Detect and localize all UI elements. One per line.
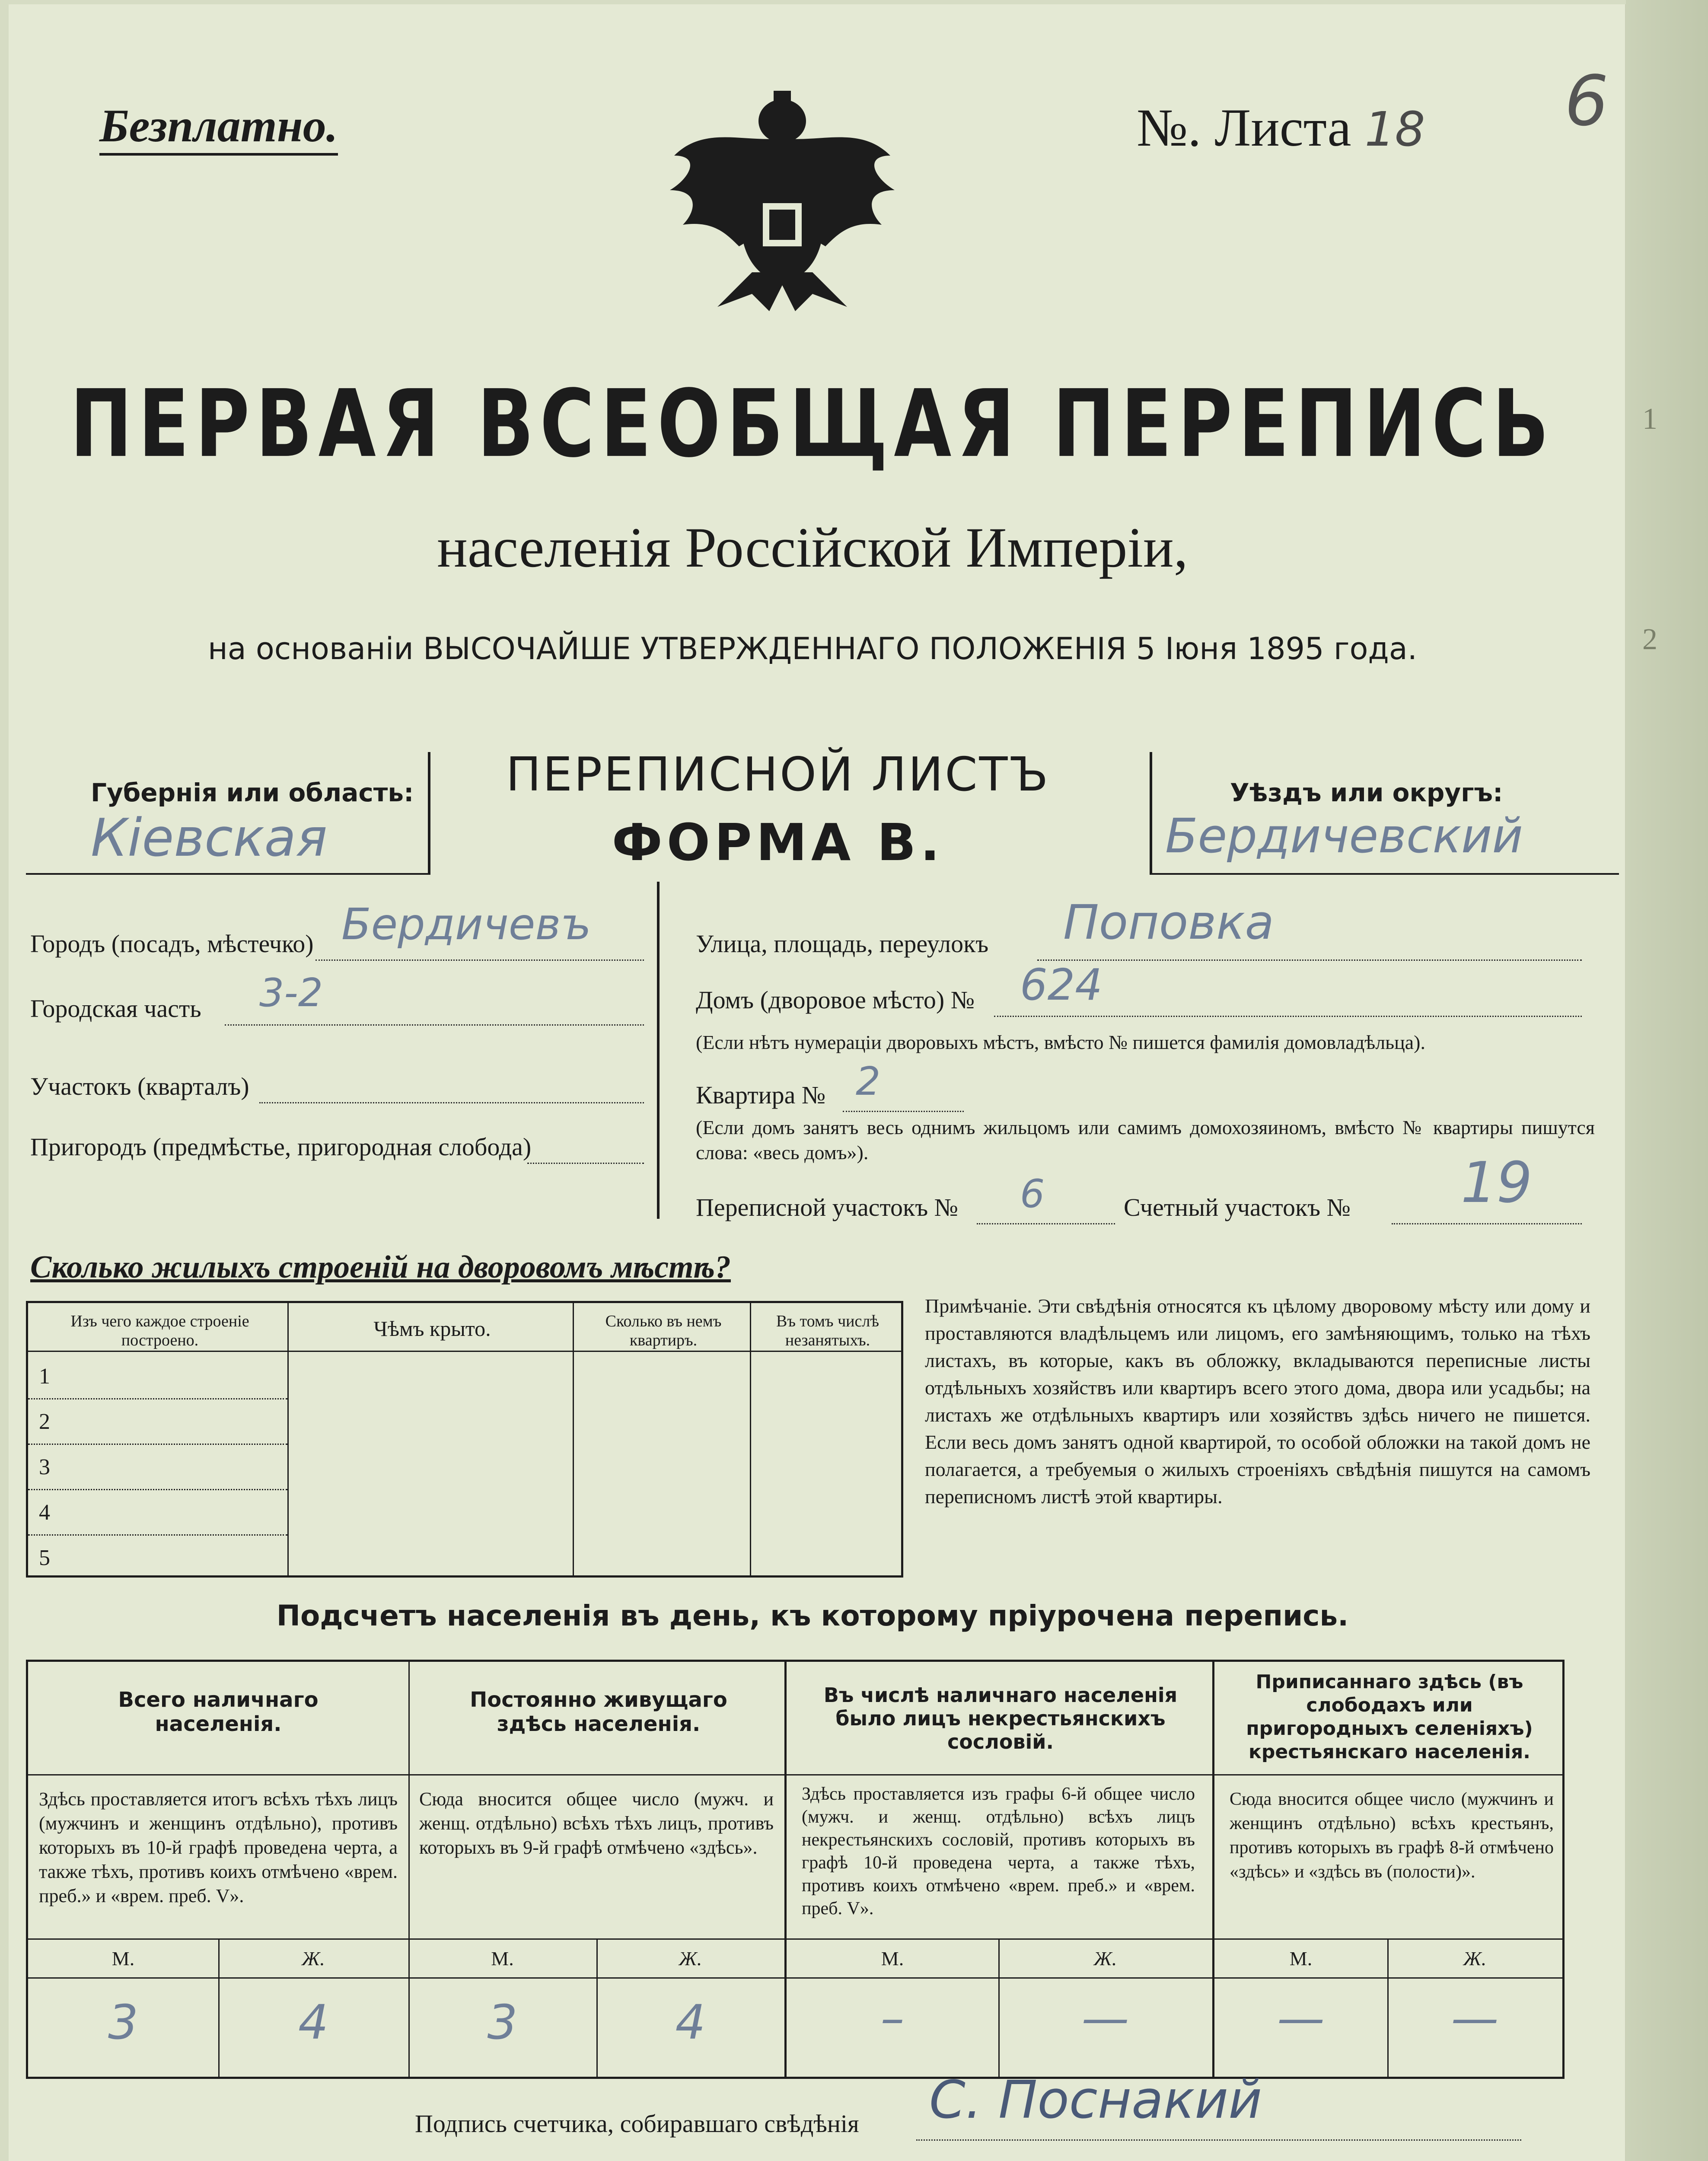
flat-note: (Если домъ занятъ весь однимъ жильцомъ или самимъ домохозяиномъ, вмѣсто № квартиры пишутся слова: «весь домъ»). xyxy=(696,1116,1595,1163)
flat-label: Квартира № xyxy=(696,1081,826,1109)
guberniya-box xyxy=(26,752,430,875)
street-label: Улица, площадь, переулокъ xyxy=(696,930,989,958)
population-col4-f-value: — xyxy=(1451,1990,1499,2046)
signature-value: С. Поснакий xyxy=(929,2070,1262,2130)
flat-value: 2 xyxy=(856,1059,881,1104)
buildings-col-vacant: Въ томъ числѣ незанятыхъ. xyxy=(776,1312,879,1349)
street-value: Поповка xyxy=(1063,895,1274,950)
population-col2-f-value: 4 xyxy=(675,1995,706,2050)
street-field xyxy=(1037,895,1582,961)
flat-field xyxy=(843,1059,964,1112)
uezd-label: Уѣздъ или округъ: xyxy=(1230,778,1503,807)
adjacent-page-edge xyxy=(1626,0,1708,2161)
census-main-title: ПЕРВАЯ ВСЕОБЩАЯ ПЕРЕПИСЬ xyxy=(70,369,1555,478)
suburb-field xyxy=(527,1132,644,1164)
population-col2-m-label: М. xyxy=(491,1947,514,1970)
house-label: Домъ (дворовое мѣсто) № xyxy=(696,986,975,1014)
city-part-field xyxy=(225,970,644,1026)
buildings-table xyxy=(26,1301,903,1578)
population-col1-desc: Здѣсь проставляется итогъ всѣхъ тѣхъ лицъ (мужчинъ и женщинъ отдѣльно), противъ которыхъ въ 10-й графѣ проведена черта, а также тѣхъ, противъ коихъ отмѣчено «врем. преб.» и «врем. преб. V». xyxy=(39,1788,398,1906)
population-col1-f-value: 4 xyxy=(298,1995,328,2050)
buildings-row-1: 1 xyxy=(39,1364,50,1389)
population-col3-f-value: — xyxy=(1081,1990,1129,2046)
population-col2-m-value: 3 xyxy=(487,1995,518,2050)
free-label: Безплатно. xyxy=(99,99,338,156)
legal-basis-line: на основаніи ВЫСОЧАЙШЕ УТВЕРЖДЕННАГО ПОЛОЖЕНІЯ 5 Іюня 1895 года. xyxy=(208,631,1417,666)
margin-mark: 2 xyxy=(1642,623,1657,656)
population-col3-m-value: – xyxy=(880,1990,905,2046)
count-area-label: Счетный участокъ № xyxy=(1124,1193,1351,1221)
population-table xyxy=(26,1660,1565,2079)
population-col4-m-value: — xyxy=(1277,1990,1325,2046)
buildings-row-5: 5 xyxy=(39,1546,50,1570)
buildings-col-flats: Сколько въ немъ квартиръ. xyxy=(605,1312,722,1349)
population-col1-f-label: Ж. xyxy=(302,1947,325,1970)
city-part-label: Городская часть xyxy=(30,994,201,1023)
form-title: ПЕРЕПИСНОЙ ЛИСТЪ xyxy=(506,748,1050,802)
population-col1-m-label: М. xyxy=(112,1947,135,1970)
buildings-note: Примѣчаніе. Эти свѣдѣнія относятся къ цѣлому дворовому мѣсту или дому и проставляются владѣльцемъ или лицомъ, его замѣняющимъ, только на тѣхъ листахъ, въ которые, какъ въ обложку, вкладываются переписные листы отдѣльныхъ хозяйствъ или квартиръ всего этого дома, двора или усадьбы; на листахъ же отдѣльныхъ квартиръ или хозяйствъ здѣсь ничего не пишется. Если весь домъ занятъ одной квартирой, то особой обложки на такой домъ не полагается, а требуемыя о жилыхъ строеніяхъ свѣдѣнія пишутся на самомъ переписномъ листѣ этой квартиры. xyxy=(925,1295,1590,1508)
population-col1-m-value: 3 xyxy=(108,1995,138,2050)
census-area-label: Переписной участокъ № xyxy=(696,1193,959,1221)
population-col1-head: Всего наличнаго населенія. xyxy=(118,1688,319,1736)
population-col3-m-label: М. xyxy=(881,1947,904,1970)
population-col2-f-label: Ж. xyxy=(679,1947,702,1970)
city-part-value: 3-2 xyxy=(259,970,323,1016)
buildings-row-2: 2 xyxy=(39,1409,50,1434)
sheet-number-value: 18 xyxy=(1364,102,1425,157)
uezd-value: Бердичевский xyxy=(1165,808,1523,864)
population-col4-head: Приписаннаго здѣсь (въ слободахъ или пригородныхъ селеніяхъ) крестьянскаго населенія. xyxy=(1246,1671,1533,1763)
population-col4-m-label: М. xyxy=(1289,1947,1313,1970)
census-area-field xyxy=(977,1171,1115,1224)
signature-label: Подпись счетчика, собиравшаго свѣдѣнія xyxy=(415,2110,859,2138)
count-area-value: 19 xyxy=(1461,1150,1533,1215)
house-value: 624 xyxy=(1020,959,1103,1010)
census-area-value: 6 xyxy=(1020,1171,1045,1217)
population-col4-desc: Сюда вносится общее число (мужчинъ и женщинъ отдѣльно) всѣхъ крестьянъ, противъ которыхъ въ графѣ 8-й отмѣчено «здѣсь» и «здѣсь въ (полости)». xyxy=(1230,1789,1554,1882)
buildings-row-4: 4 xyxy=(39,1500,50,1525)
house-note: (Если нѣтъ нумераціи дворовыхъ мѣстъ, вмѣсто № пишется фамилія домовладѣльца). xyxy=(696,1031,1425,1053)
population-col4-f-label: Ж. xyxy=(1463,1947,1487,1970)
double-headed-eagle-emblem xyxy=(666,91,899,316)
sheet-number-label: №. Листа xyxy=(1137,98,1351,157)
city-field xyxy=(315,899,644,961)
district-label: Участокъ (кварталъ) xyxy=(30,1072,249,1100)
city-value: Бердичевъ xyxy=(341,899,591,950)
count-area-field xyxy=(1392,1150,1582,1224)
population-col3-head: Въ числѣ наличнаго населенія было лицъ некрестьянскихъ сословій. xyxy=(823,1683,1178,1753)
form-subtitle: ФОРМА В. xyxy=(612,813,944,872)
signature-field xyxy=(916,2070,1521,2141)
margin-mark: 1 xyxy=(1642,402,1657,436)
house-field xyxy=(994,959,1582,1017)
buildings-col-roof: Чѣмъ крыто. xyxy=(373,1316,491,1341)
buildings-row-3: 3 xyxy=(39,1455,50,1479)
population-col2-desc: Сюда вносится общее число (мужч. и женщ. отдѣльно) всѣхъ тѣхъ лицъ, противъ которыхъ въ 9-й графѣ отмѣчено «здѣсь». xyxy=(419,1788,774,1858)
census-subtitle: населенія Россійской Имперіи, xyxy=(437,516,1188,579)
corner-page-number: 6 xyxy=(1565,61,1609,141)
sheet-number xyxy=(1137,97,1425,159)
district-field xyxy=(259,1072,644,1103)
guberniya-label: Губернія или область: xyxy=(91,778,414,807)
guberniya-value: Кіевская xyxy=(91,808,328,868)
population-col3-desc: Здѣсь проставляется изъ графы 6-й общее число (мужч. и женщ. отдѣльно) всѣхъ лицъ некрестьянскихъ сословій, противъ которыхъ въ графѣ 10-й проведена черта, а также тѣхъ, противъ коихъ отмѣчено «врем. преб.» и «врем. преб. V». xyxy=(802,1784,1195,1919)
population-col3-f-label: Ж. xyxy=(1093,1947,1117,1970)
address-divider xyxy=(657,882,660,1219)
city-label: Городъ (посадъ, мѣстечко) xyxy=(30,930,314,958)
population-title: Подсчетъ населенія въ день, къ которому пріурочена перепись. xyxy=(276,1599,1349,1632)
uezd-box xyxy=(1150,752,1619,875)
buildings-question: Сколько жилыхъ строеній на дворовомъ мѣстѣ? xyxy=(30,1249,731,1285)
suburb-label: Пригородъ (предмѣстье, пригородная слобода) xyxy=(30,1133,532,1161)
population-col2-head: Постоянно живущаго здѣсь населенія. xyxy=(470,1688,727,1736)
buildings-col-material: Изъ чего каждое строеніе построено. xyxy=(70,1312,249,1349)
